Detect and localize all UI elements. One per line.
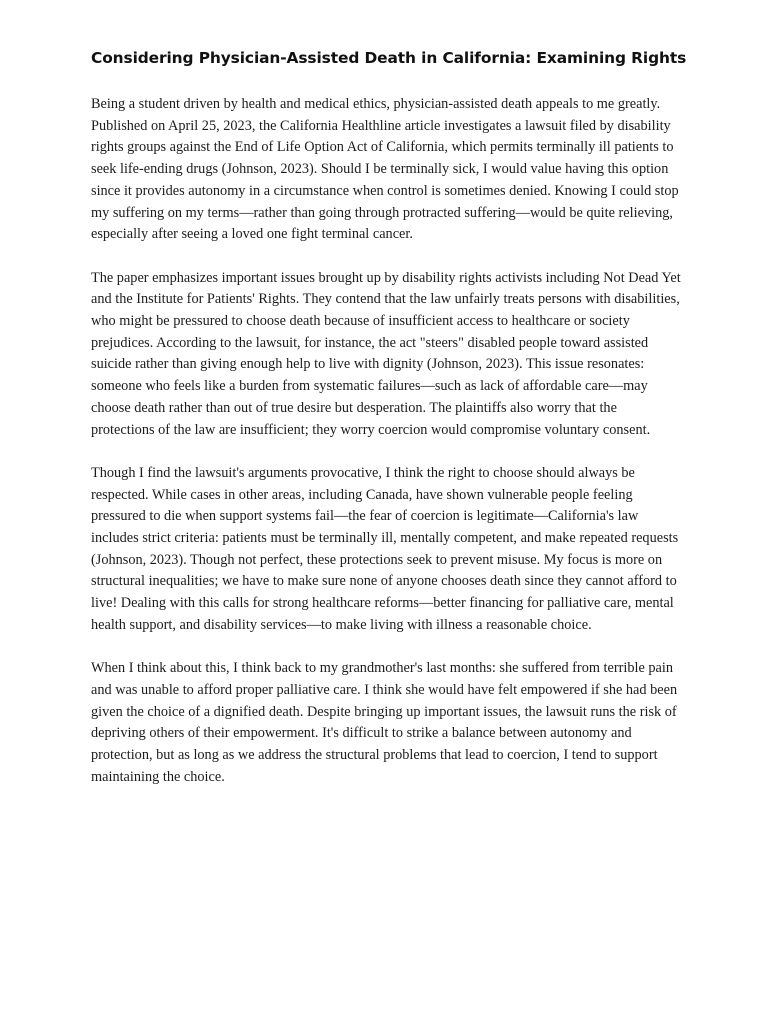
document-page xyxy=(91,46,687,810)
paragraph-4: When I think about this, I think back to my grandmother's last months: she suffered from terrible pain and was unable to afford proper palliative care. I think she would have felt empowered if she had been given the choice of a dignified death. Despite bringing up important issues, the lawsuit runs the risk of depriving others of their empowerment. It's difficult to strike a balance between autonomy and protection, but as long as we address the structural problems that lead to coercion, I tend to support maintaining the choice. xyxy=(91,660,678,785)
document-title: Considering Physician-Assisted Death in California: Examining Rights xyxy=(91,49,687,67)
paragraph-3: Though I find the lawsuit's arguments provocative, I think the right to choose should always be respected. While cases in other areas, including Canada, have shown vulnerable people feeling pressured to die when support systems fail—the fear of coercion is legitimate—California's law includes strict criteria: patients must be terminally ill, mentally competent, and make repeated requests (Johnson, 2023). Though not perfect, these protections seek to prevent misuse. My focus is more on structural inequalities; we have to make sure none of anyone chooses death since they cannot afford to live! Dealing with this calls for strong healthcare reforms—better financing for palliative care, mental health support, and disability services—to make living with illness a reasonable choice. xyxy=(91,464,679,633)
paragraph-1: Being a student driven by health and medical ethics, physician-assisted death appeals to me greatly. Published on April 25, 2023, the California Healthline article investigates a lawsuit filed by disability rights groups against the End of Life Option Act of California, which permits terminally ill patients to seek life-ending drugs (Johnson, 2023). Should I be terminally sick, I would value having this option since it provides autonomy in a circumstance when control is sometimes denied. Knowing I could stop my suffering on my terms—rather than going through protracted suffering—would be quite relieving, especially after seeing a loved one fight terminal cancer. xyxy=(91,96,679,243)
paragraph-2: The paper emphasizes important issues brought up by disability rights activists including Not Dead Yet and the Institute for Patients' Rights. They contend that the law unfairly treats persons with disabilities, who might be pressured to choose death because of insufficient access to healthcare or society prejudices. According to the lawsuit, for instance, the act "steers" disabled people toward assisted suicide rather than giving enough help to live with dignity (Johnson, 2023). This issue resonates: someone who feels like a burden from systematic failures—such as lack of affordable care—may choose death rather than out of true desire but desperation. The plaintiffs also worry that the protections of the law are insufficient; they worry coercion would compromise voluntary consent. xyxy=(91,269,681,438)
